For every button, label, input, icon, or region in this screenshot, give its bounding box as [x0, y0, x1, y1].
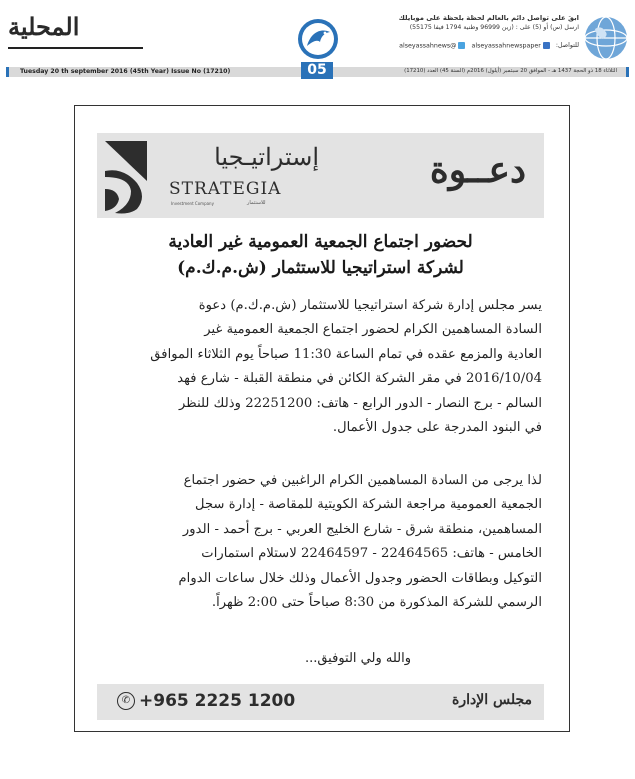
closing-line: والله ولي التوفيق... [304, 651, 411, 666]
paragraph-line: الجمعية العمومية مراجعة الشركة الكويتية للمقاصة - إدارة سجل [195, 497, 542, 513]
paragraph-line: الرسمي للشركة المذكورة من 8:30 صباحاً حتى 2:00 ظهراً. [211, 595, 542, 611]
invitation-paragraph-1 [99, 294, 542, 440]
facebook-link[interactable] [471, 42, 549, 50]
paragraph-line: لذا يرجى من السادة المساهمين الكرام الراغبين في حضور اجتماع [183, 473, 542, 488]
issue-info-ar: الثلاثاء 18 ذو الحجة 1437 هـ - الموافق 20 سبتمبر (أيلول) 2016م (السنة 45) العدد (17210) [404, 68, 617, 74]
brand-subtitle-ar: للاستثمار [247, 200, 266, 206]
strip-accent-right [626, 67, 629, 77]
brand-name-en: STRATEGIA [169, 179, 282, 199]
brand-subtitle-en: Investment Company [171, 201, 214, 206]
title-underline [8, 47, 143, 49]
social-links [399, 42, 579, 50]
facebook-icon [543, 42, 550, 49]
strip-accent-left [6, 67, 9, 77]
invitation-title: دعــوة [429, 149, 526, 191]
paragraph-line: في البنود المدرجة على جدول الأعمال. [332, 420, 542, 436]
invitation-ad [74, 105, 570, 732]
contact-phone [117, 691, 295, 711]
twitter-handle: @alseyassahnews [399, 42, 457, 50]
paragraph-line: المساهمين، منطقة شرق - شارع الخليج العربي - برج أحمد - الدور [182, 521, 542, 537]
paragraph-line: 2016/10/04 في مقر الشركة الكائن في منطقة القبلة - شارع فهد [177, 371, 542, 387]
phone-icon: ✆ [117, 692, 135, 710]
headline-line-1: لحضور اجتماع الجمعية العمومية غير العادية [168, 232, 473, 252]
paragraph-line: العادية والمزمع عقده في تمام الساعة 11:30 صباحاً يوم الثلاثاء الموافق [150, 346, 542, 362]
promo-line-2: ارسل (س) أو (5) على : (زين 96999 وطنية 1794 فيفا 55175) [409, 24, 579, 31]
section-title: المحلية [8, 12, 80, 41]
sms-promo [354, 14, 579, 32]
twitter-link[interactable] [399, 42, 465, 50]
strategia-logo-icon [101, 137, 153, 215]
paragraph-line: الخامس - هاتف: 22464565 - 22464597 لاستلام استمارات [201, 546, 542, 562]
twitter-icon [458, 42, 465, 49]
page-number: 05 [301, 62, 333, 79]
headline-line-2: لشركة استراتيجيا للاستثمار (ش.م.ك.م) [177, 258, 464, 278]
paragraph-line: التوكيل وبطاقات الحضور وجدول الأعمال وذلك خلال ساعات الدوام [178, 570, 542, 586]
brand-name-ar: إستراتيـجيا [214, 143, 319, 171]
signature: مجلس الإدارة [452, 692, 532, 708]
issue-info-en: Tuesday 20 th september 2016 (45th Year) Issue No (17210) [20, 68, 231, 75]
globe-logo [583, 15, 629, 61]
ad-banner [97, 133, 544, 218]
paragraph-line: يسر مجلس إدارة شركة استراتيجيا للاستثمار (ش.م.ك.م) دعوة [198, 298, 542, 313]
invitation-paragraph-2 [99, 469, 542, 615]
social-label: للتواصل: [555, 42, 579, 50]
ad-footer [97, 684, 544, 720]
paragraph-line: السادة المساهمين الكرام لحضور اجتماع الجمعية العمومية غير [204, 322, 542, 338]
paragraph-line: السالم - برج النصار - الدور الرابع - هاتف: 22251200 وذلك للنظر [178, 395, 542, 411]
facebook-handle: alseyassahnewspaper [471, 42, 541, 50]
newspaper-bird-logo [297, 18, 339, 60]
promo-line-1: ابقَ على تواصل دائم بالعالم لحظة بلحظة على موبايلك [398, 14, 579, 22]
phone-number: +965 2225 1200 [139, 691, 296, 711]
